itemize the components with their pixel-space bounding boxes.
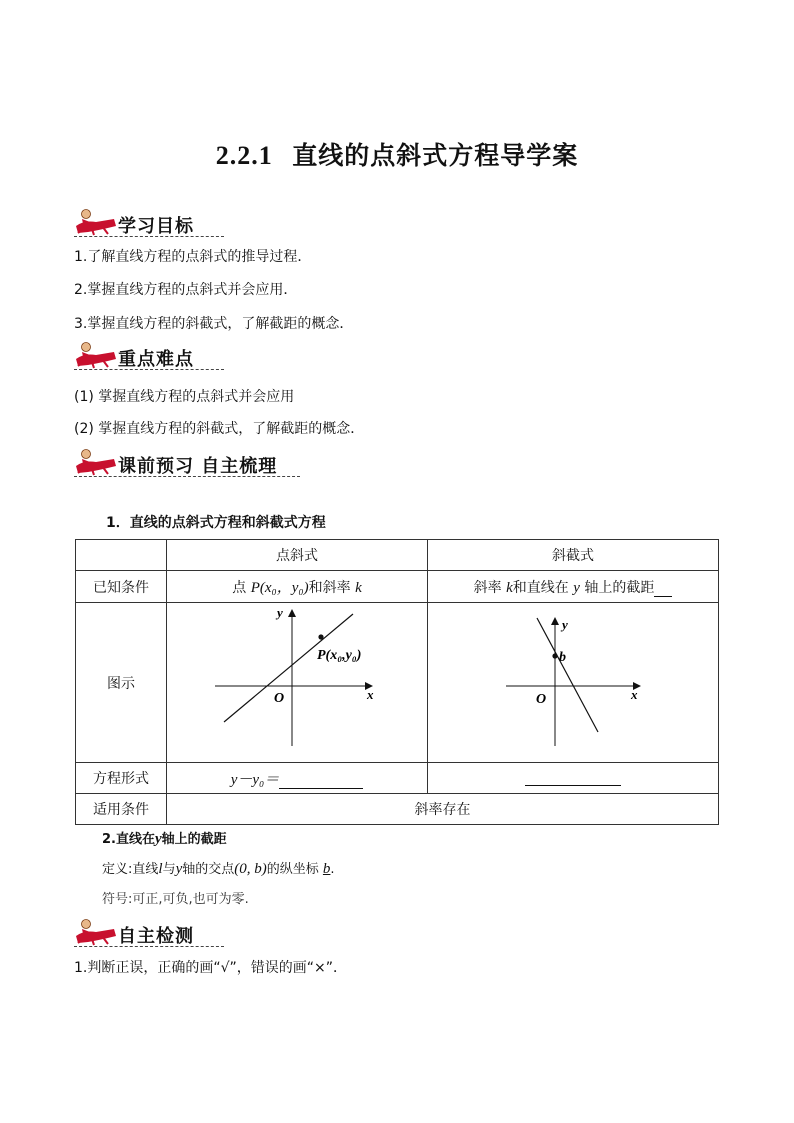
section-key-points [74, 341, 314, 371]
cell-var: (x₀，y₀) [259, 580, 309, 596]
text-var: (0, b) [234, 861, 267, 877]
section-self-check [74, 918, 314, 948]
text-span: 轴的交点 [182, 862, 235, 877]
cell-var: k [506, 579, 513, 596]
section-underline [74, 369, 224, 370]
page-title [0, 136, 794, 172]
cell-text: 和斜率 [308, 580, 351, 596]
title-number: 2.2.1 [215, 141, 273, 170]
table-cell: 斜率存在 [167, 794, 719, 825]
slope-intercept-graph [428, 604, 717, 762]
goal-item: 3.掌握直线方程的斜截式，了解截距的概念． [74, 316, 354, 332]
question-1: 1.判断正误，正确的画“√”，错误的画“×”． [74, 960, 348, 976]
row-label: 方程形式 [76, 763, 167, 794]
point-slope-graph [167, 604, 426, 762]
table-cell [428, 603, 719, 763]
subheading-point-slope: 1．直线的点斜式方程和斜截式方程 [106, 515, 326, 531]
goal-item: 2.掌握直线方程的点斜式并会应用． [74, 282, 298, 298]
cell-text: 轴上的截距 [584, 579, 655, 596]
key-point-item: (2) 掌握直线方程的斜截式，了解截距的概念． [74, 421, 365, 437]
key-point-item: (1) 掌握直线方程的点斜式并会应用 [74, 389, 295, 405]
equation-expr: y－y₀＝ [230, 771, 280, 788]
table-cell [428, 571, 719, 603]
section-underline [74, 476, 300, 477]
mascot-badge-icon [74, 208, 118, 236]
section-underline [74, 946, 224, 947]
b-label: b [559, 649, 566, 665]
table-cell [76, 540, 167, 571]
x-label: x [631, 686, 638, 702]
y-label: y [277, 604, 283, 620]
table-row [76, 794, 719, 825]
section-underline [74, 236, 224, 237]
graph-line [537, 618, 598, 732]
cell-text: 和直线在 [512, 579, 569, 596]
answer-b: b [322, 861, 331, 877]
section-goals-label: 学习目标 [118, 216, 194, 237]
title-text: 直线的点斜式方程导学案 [292, 141, 579, 170]
text-span: 定义:直线 [102, 862, 159, 877]
section-preview [74, 448, 314, 478]
text-var: y [154, 831, 162, 847]
mascot-badge-icon [74, 341, 118, 369]
origin-label: O [536, 691, 547, 707]
text-span: 轴上的截距 [161, 832, 227, 847]
section-preview-label: 课前预习 自主梳理 [118, 456, 278, 477]
text-span: 与 [162, 862, 176, 877]
section-key-points-label: 重点难点 [118, 349, 194, 370]
point-p [318, 634, 323, 639]
mascot-badge-icon [74, 448, 118, 476]
row-label: 图示 [76, 603, 167, 763]
point-p-label: P(x₀,y₀) [317, 647, 362, 663]
row-label: 适用条件 [76, 794, 167, 825]
goal-item: 1.了解直线方程的点斜式的推导过程． [74, 249, 312, 265]
symbol-note: 符号:可正,可负,也可为零. [102, 892, 249, 907]
origin-label: O [274, 690, 285, 706]
cell-text: 斜率 [473, 579, 502, 596]
table-header: 斜截式 [428, 540, 719, 571]
cell-var: y [573, 579, 580, 596]
table-cell [167, 763, 428, 794]
definition-line [102, 858, 335, 878]
x-label: x [367, 686, 374, 702]
answer-blank[interactable] [525, 771, 621, 786]
text-span: 2.直线在 [102, 832, 155, 847]
table-cell [167, 603, 428, 763]
row-label: 已知条件 [76, 571, 167, 603]
text-span: . [330, 862, 335, 877]
text-var: l [158, 861, 163, 877]
section-goals [74, 208, 314, 238]
table-row [76, 571, 719, 603]
answer-blank[interactable] [279, 774, 363, 789]
cell-var: k [355, 580, 362, 596]
subheading-intercept [102, 828, 227, 848]
answer-blank[interactable] [654, 582, 672, 597]
point-b [552, 653, 557, 658]
table-row [76, 603, 719, 763]
forms-table [75, 539, 719, 825]
table-header: 点斜式 [167, 540, 428, 571]
table-row [76, 763, 719, 794]
graph-line [224, 614, 353, 722]
cell-var: P [250, 580, 260, 596]
table-row [76, 540, 719, 571]
mascot-badge-icon [74, 918, 118, 946]
cell-text: 点 [232, 580, 247, 596]
text-span: 的纵坐标 [266, 862, 319, 877]
table-cell [167, 571, 428, 603]
table-cell [428, 763, 719, 794]
text-var: y [175, 861, 183, 877]
y-label: y [562, 616, 568, 632]
section-self-check-label: 自主检测 [118, 926, 194, 947]
